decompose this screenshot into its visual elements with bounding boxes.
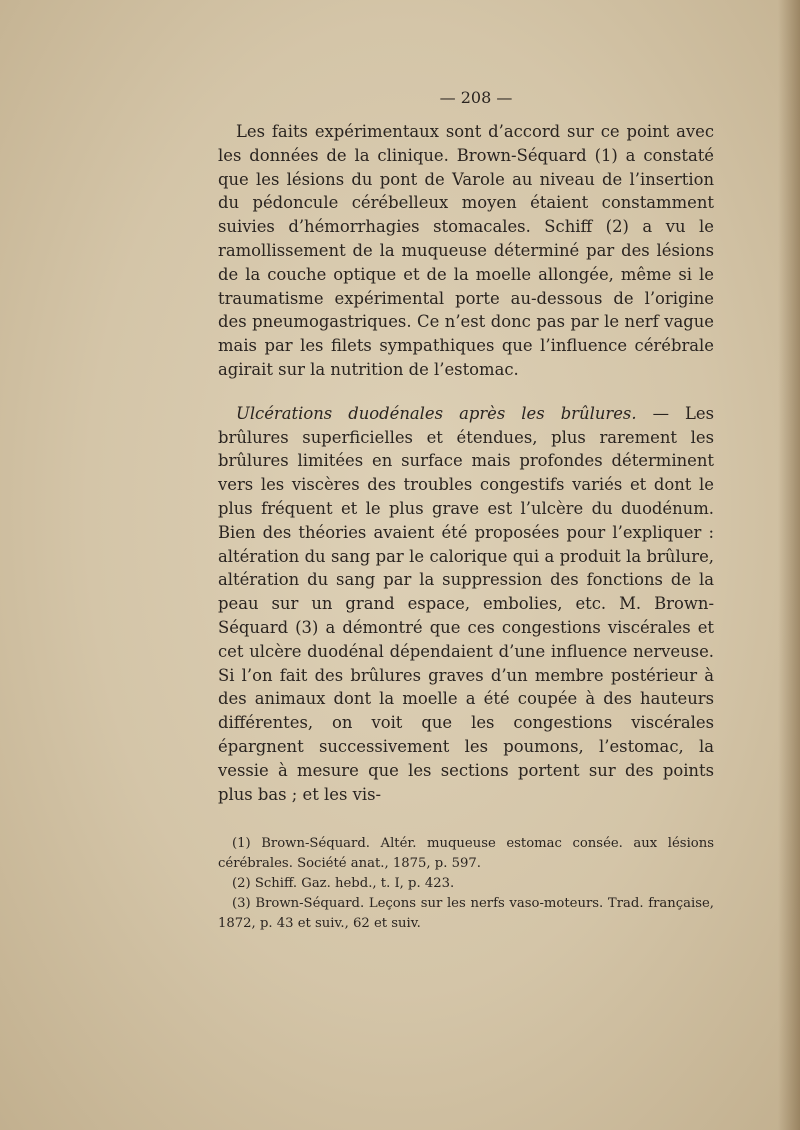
- page-number: — 208 —: [439, 88, 513, 107]
- footnotes: [218, 834, 714, 934]
- footnote-3: (3) Brown-Séquard. Leçons sur les nerfs vaso-moteurs. Trad. française, 1872, p. 43 et suiv., 62 et suiv.: [218, 896, 714, 932]
- footnote-2: (2) Schiff. Gaz. hebd., t. I, p. 423.: [232, 876, 455, 892]
- paragraph-experimental-facts: Les faits expérimentaux sont d’accord sur ce point avec les données de la clinique. Brown-Séquard (1) a constaté que les lésions du pont de Varole au niveau de l’insertion du pédoncule cérébelleux moyen étaient constamment suivies d’hémorrhagies stomacales. Schiff (2) a vu le ramollissement de la muqueuse déterminé par des lésions de la couche optique et de la moelle allongée, même si le traumatisme expérimental porte au-dessous de l’origine des pneumogastriques. Ce n’est donc pas par le nerf vague mais par les filets sympathiques que l’influence cérébrale agirait sur la nutrition de l’estomac.: [218, 122, 714, 379]
- page-text-block: [218, 88, 714, 934]
- section-heading-duodenal-ulcers: Ulcérations duodénales après les brûlures.: [236, 403, 637, 423]
- footnote-1: (1) Brown-Séquard. Altér. muqueuse estomac consée. aux lésions cérébrales. Société anat., 1875, p. 597.: [218, 836, 714, 872]
- paragraph-duodenal-ulcers-body: — Les brûlures superficielles et étendues, plus rarement les brûlures limitées en surface mais profondes déterminent vers les viscères des troubles congestifs variés et dont le plus fréquent et le plus grave est l’ulcère du duodénum. Bien des théories avaient été proposées pour l’expliquer : altération du sang par le calorique qui a produit la brûlure, altération du sang par la suppression des fonctions de la peau sur un grand espace, embolies, etc. M. Brown-Séquard (3) a démontré que ces congestions viscérales et cet ulcère duodénal dépendaient d’une influence nerveuse. Si l’on fait des brûlures graves d’un membre postérieur à des animaux dont la moelle a été coupée à des hauteurs différentes, on voit que les congestions viscérales épargnent successivement les poumons, l’estomac, la vessie à mesure que les sections portent sur des points plus bas ; et les vis-: [218, 403, 714, 804]
- page-edge-shadow: [778, 0, 800, 1130]
- paragraph-duodenal-ulcers: [218, 402, 714, 807]
